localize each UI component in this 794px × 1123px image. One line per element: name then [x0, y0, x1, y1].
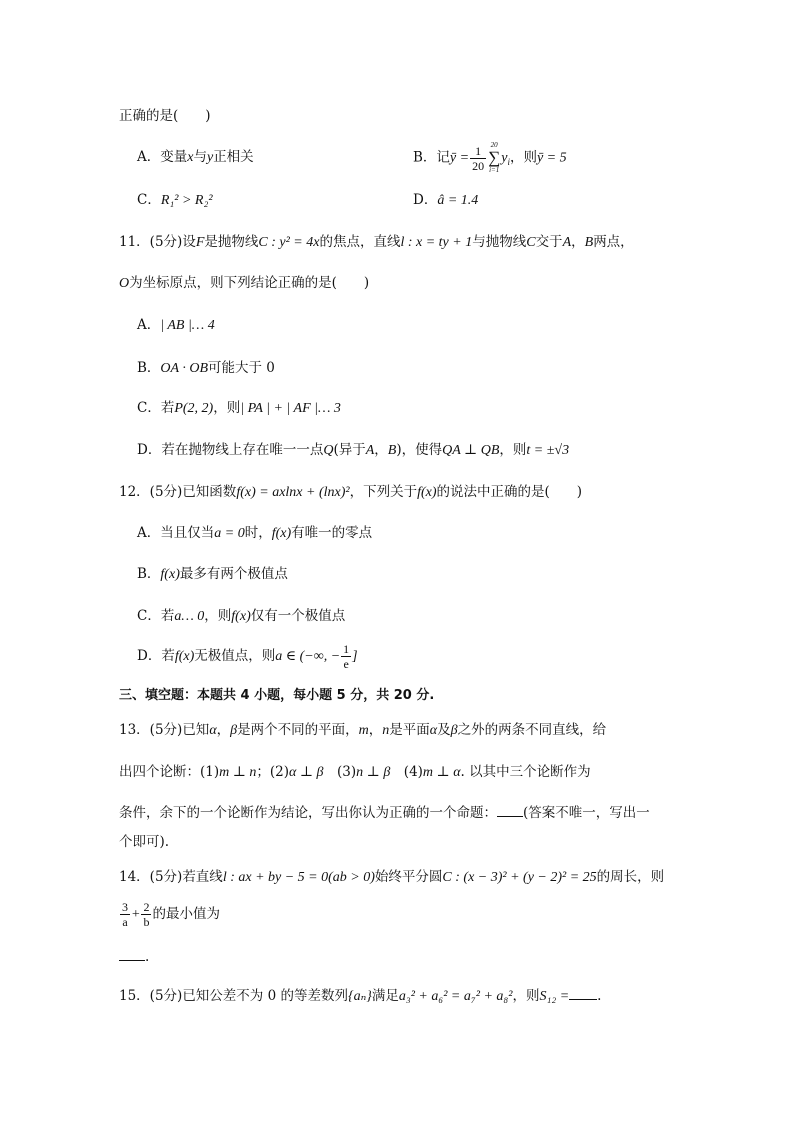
fraction: $\frac{1}{e}$	[343, 642, 350, 671]
q15-stem: 15．(5分)已知公差不为 0 的等差数列{aₙ}满足a₃² + a₆² = a₇² + a₈²，则S₁₂ = .	[119, 985, 601, 1007]
answer-blank[interactable]	[497, 802, 523, 817]
q14-line2: $\frac{3}{a}$ + $\frac{2}{b}$ 的最小值为	[122, 900, 220, 929]
q11-option-d: D．若在抛物线上存在唯一一点Q(异于A，B)，使得QA ⊥ QB，则t = ±√3	[137, 442, 570, 458]
q11-stem-line2: O为坐标原点，则下列结论正确的是( )	[119, 275, 370, 291]
q10-stem-tail: 正确的是( )	[119, 108, 211, 124]
fraction: $\frac{2}{b}$	[143, 900, 150, 929]
q11-option-c: C．若P(2, 2)，则| PA | + | AF |… 3	[137, 400, 341, 416]
q13-line4: 个即可).	[119, 834, 170, 850]
answer-blank[interactable]	[569, 985, 597, 1000]
fraction: $\frac{3}{a}$	[122, 900, 128, 929]
answer-blank[interactable]	[119, 946, 145, 961]
q11-option-b: B．OA · OB可能大于 0	[137, 360, 275, 376]
q12-option-c: C．若a… 0，则f(x)仅有一个极值点	[137, 608, 346, 624]
q10-option-d: D．â = 1.4	[413, 192, 479, 208]
q10-option-a: A．变量x与y正相关	[137, 149, 254, 165]
fraction: $\frac{1}{20}$	[472, 143, 485, 173]
q13-line2: 出四个论断：(1)m ⊥ n；(2)α ⊥ β (3)n ⊥ β (4)m ⊥ α. 以其中三个论断作为	[119, 764, 591, 780]
q12-option-d: D．若f(x)无极值点，则a ∈ (−∞, − $\frac{1}{e}$ ]	[137, 642, 358, 671]
q13-line1: 13．(5分)已知α，β是两个不同的平面，m，n是平面α及β之外的两条不同直线，给	[119, 722, 607, 738]
q10-option-c: C．R₁² > R₂²	[137, 192, 213, 208]
q10-option-b: B．记ȳ = $\frac{1}{20}$ 20 ∑ i=1 $y_i$，则ȳ = 5	[413, 141, 567, 174]
q12-option-a: A．当且仅当a = 0时，f(x)有唯一的零点	[137, 525, 373, 541]
q12-stem: 12．(5分)已知函数f(x) = axlnx + (lnx)²，下列关于f(x)的说法中正确的是( )	[119, 484, 583, 500]
q14-line1: 14．(5分)若直线l : ax + by − 5 = 0(ab > 0)始终平分圆C : (x − 3)² + (y − 2)² = 25的周长，则	[119, 869, 665, 885]
q11-option-a: A．| AB |… 4	[137, 317, 215, 333]
q11-stem-line1: 11．(5分)设F是抛物线C : y² = 4x的焦点，直线l : x = ty + 1与抛物线C交于A，B两点，	[119, 234, 634, 250]
section-heading-fill-in: 三、填空题：本题共 4 小题，每小题 5 分，共 20 分.	[119, 688, 435, 703]
q13-line3: 条件，余下的一个论断作为结论，写出你认为正确的一个命题： (答案不唯一，写出一	[119, 802, 650, 823]
q14-answer-line: .	[119, 946, 149, 967]
sum-sign: 20 ∑ i=1	[488, 141, 501, 174]
q12-option-b: B．f(x)最多有两个极值点	[137, 566, 288, 582]
